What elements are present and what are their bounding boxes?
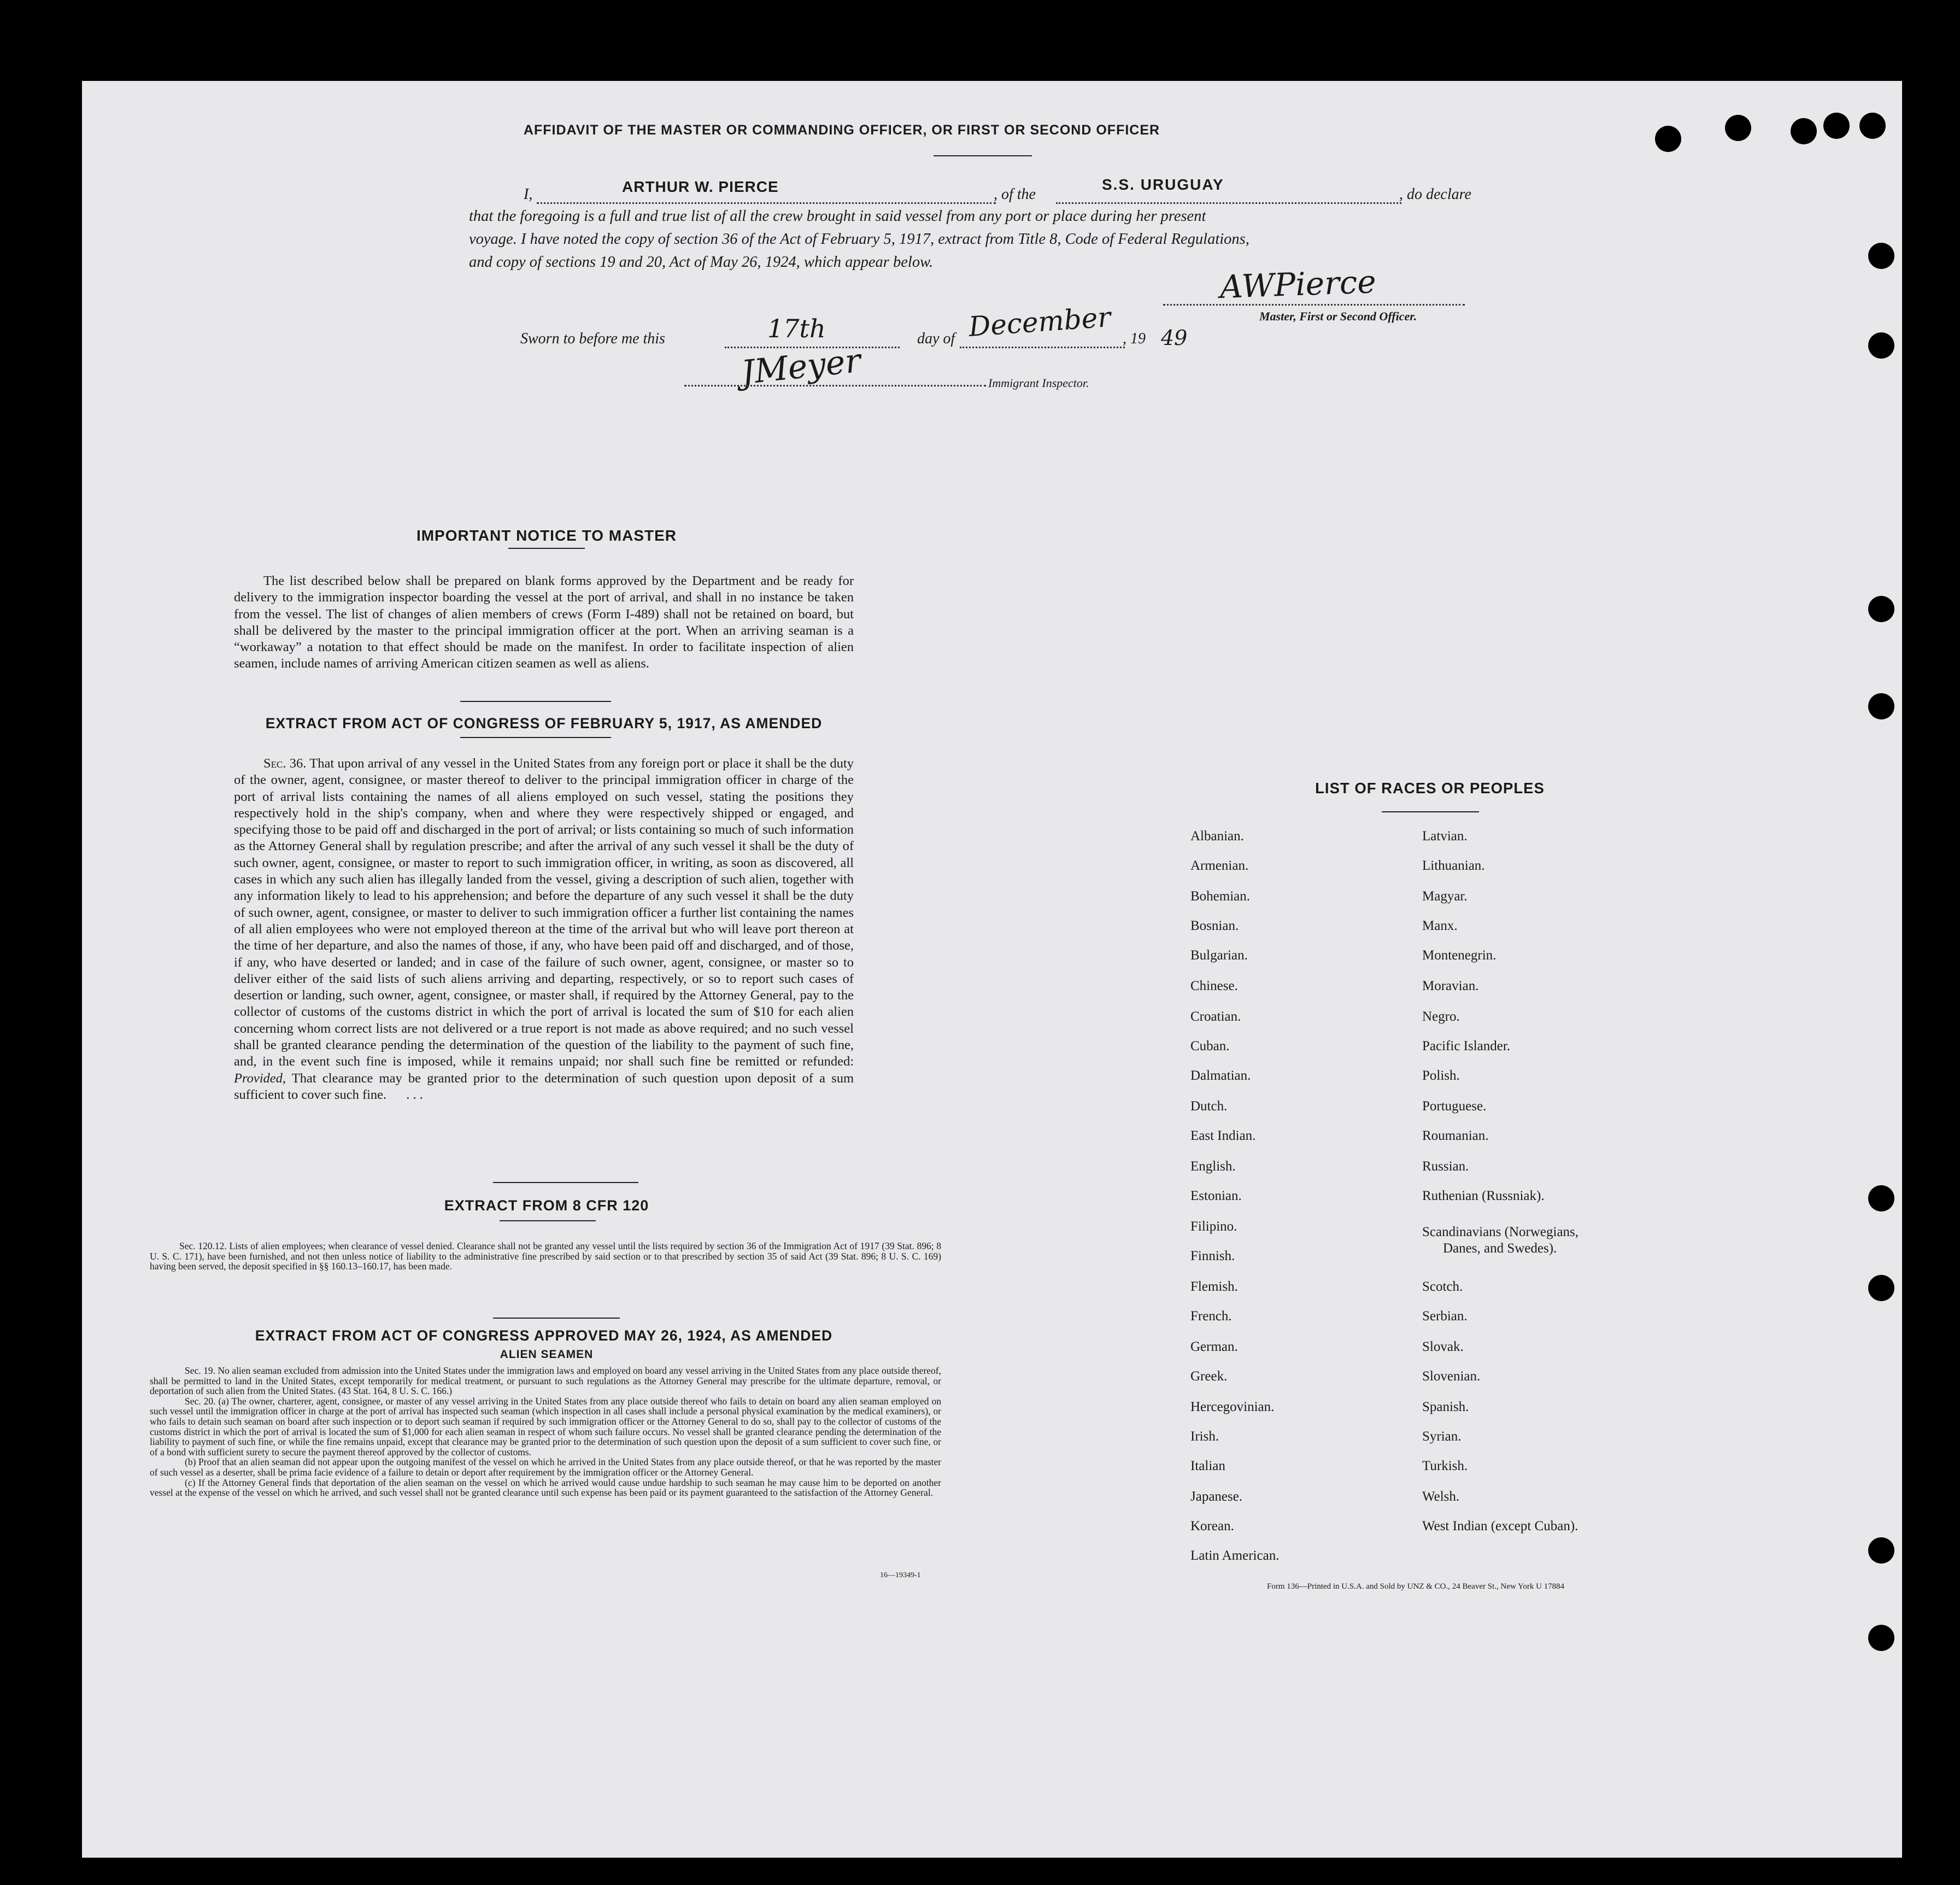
race-item: Bohemian. [1190, 889, 1251, 904]
of-the-text: , of the [994, 186, 1036, 203]
sworn-day: 17th [767, 314, 826, 343]
race-item: Roumanian. [1422, 1128, 1489, 1143]
divider [934, 155, 1032, 156]
race-item: Estonian. [1190, 1189, 1242, 1203]
sec-20c-text: (c) If the Attorney General finds that deportation of the alien seaman on the vessel on which he arrived would cause undue hardship to such seaman he may cause him to be deported on another vessel at the expense of the vessel on which he arrived, and such vessel shall not be granted clearance until such expense has been paid or its payment guaranteed to the satisfaction of the Attorney General. [150, 1477, 941, 1498]
race-item: Filipino. [1190, 1219, 1237, 1234]
race-item: West Indian (except Cuban). [1422, 1519, 1578, 1533]
punch-hole [1868, 1625, 1894, 1651]
race-item: Serbian. [1422, 1309, 1468, 1324]
race-item: Slovenian. [1422, 1369, 1481, 1384]
punch-hole [1868, 596, 1894, 622]
race-item: Moravian. [1422, 979, 1479, 993]
master-name: ARTHUR W. PIERCE [622, 178, 779, 195]
race-item: Russian. [1422, 1159, 1469, 1174]
affidavit-line-4: and copy of sections 19 and 20, Act of May 26, 1924, which appear below. [469, 254, 934, 271]
extract-1917-title: EXTRACT FROM ACT OF CONGRESS OF FEBRUARY 5, 1917, AS AMENDED [265, 715, 823, 731]
race-item: Manx. [1422, 918, 1458, 933]
form-print-note: Form 136—Printed in U.S.A. and Sold by UNZ & CO., 24 Beaver St., New York U 17884 [1267, 1582, 1565, 1591]
race-item: Turkish. [1422, 1459, 1468, 1473]
race-item: Spanish. [1422, 1400, 1469, 1414]
race-item: Scandinavians (Norwegians, [1422, 1225, 1579, 1239]
race-item: French. [1190, 1309, 1232, 1324]
race-item: Magyar. [1422, 889, 1468, 904]
year-prefix: , 19 [1123, 330, 1146, 347]
divider [508, 548, 585, 549]
section-36-text [234, 756, 854, 1103]
race-item: Japanese. [1190, 1489, 1243, 1504]
race-item: Bosnian. [1190, 918, 1239, 933]
race-item: Polish. [1422, 1068, 1460, 1083]
divider [500, 1220, 596, 1221]
vessel-name: S.S. URUGUAY [1102, 176, 1224, 193]
race-item: Italian [1190, 1459, 1225, 1473]
name-line [537, 202, 996, 204]
race-item: Hercegovinian. [1190, 1400, 1275, 1414]
sec-19-text: Sec. 19. No alien seaman excluded from admission into the United States under the immigration laws and employed on board any vessel arriving in the United States from any place outside thereof, shall be permitted to land in the United States, except temporarily for medical treatment, or pursuant to such regulations as the Attorney General may prescribe for the ultimate departure, removal, or deportation of such alien from the United States. (43 Stat. 164, 8 U. S. C. 166.) [150, 1365, 941, 1397]
race-item: Bulgarian. [1190, 948, 1248, 963]
cfr-text: Sec. 120.12. Lists of alien employees; when clearance of vessel denied. Clearance shall not be granted any vessel until the lists required by section 36 of the Immigration Act of 1917 (39 Stat. 896; 8 U. S. C. 171), have been furnished, and not then unless notice of liability to the administrative fine prescribed by said section or to that prescribed by section 35 of said Act (39 Stat. 896; 8 U. S. C. 169) having been served, the deposit specified in §§ 160.13–160.17, has been made. [150, 1240, 941, 1272]
race-item: East Indian. [1190, 1128, 1256, 1143]
sec-20a-text: Sec. 20. (a) The owner, charterer, agent, consignee, or master of any vessel arriving in the United States from any place outside thereof who fails to detain on board any alien seaman employed on such vessel until the immigration officer in charge at the port of arrival has inspected such seaman (which inspection in all cases shall include a personal physical examination by the medical examiners), or who fails to detain such seaman on board after such inspection or to deport such seaman if required by such immigration officer or the Attorney General to do so, shall pay to the collector of customs of the customs district in which the port of arrival is located the sum of $1,000 for each alien seaman in respect of whom such failure occurs. No vessel shall be granted clearance pending the determination of the liability to payment of such fine, or while the fine remains unpaid, except that clearance may be granted prior to the determination of such question upon the deposit of a sum sufficient to cover such fine, or of a bond with sufficient surety to secure the payment thereof approved by the collector of customs. [150, 1395, 941, 1457]
divider [493, 1318, 620, 1319]
race-item: Dutch. [1190, 1099, 1228, 1114]
race-item: Korean. [1190, 1519, 1234, 1533]
divider [493, 1182, 638, 1183]
affidavit-line-2: that the foregoing is a full and true list of all the crew brought in said vessel from any port or place during her present [469, 208, 1206, 225]
races-title: LIST OF RACES OR PEOPLES [1315, 780, 1545, 797]
race-item: Finnish. [1190, 1249, 1235, 1263]
punch-hole [1859, 113, 1886, 139]
punch-hole [1868, 693, 1894, 719]
punch-hole [1791, 118, 1817, 144]
signature-caption: Master, First or Second Officer. [1259, 309, 1417, 323]
affidavit-prefix: I, [524, 186, 533, 203]
signature-line [1163, 304, 1465, 306]
section-36-body: That upon arrival of any vessel in the United States from any foreign port or place it shall be the duty of the owner, agent, consignee, or master thereof to deliver to the principal immigration officer in charge of the port of arrival lists containing the names of all aliens employed on such vessel, stating the positions they respectively hold in the ship's company, when and where they were respectively shipped or engaged, and specifying those to be paid off and discharged in the port of arrival; or lists containing so much of such information as the Attorney General shall by regulation prescribe; and after the arrival of any such vessel it shall be the duty of such owner, agent, consignee, or master to report to such immigration officer, in writing, as soon as discovered, all cases in which any such alien has illegally landed from the vessel, giving a description of such alien, together with any information likely to lead to his apprehension; and before the departure of any such vessel it shall be the duty of such owner, agent, consignee, or master to deliver to such immigration officer a further list containing the names of all alien employees who were not employed thereon at the time of the arrival but who will leave port thereon at the time of her departure, and also the names of those, if any, who have been paid off and discharged, and of those, if any, who have deserted or landed; and in case of the failure of such owner, agent, consignee, or master so to deliver either of the said lists of such aliens arriving and departing, respectively, or so to report such cases of desertion or landing, such owner, agent, consignee, or master shall, if required by the Attorney General, pay to the collector of customs of the customs district in which the port of arrival is located the sum of $10 for each alien concerning whom correct lists are not delivered or a true report is not made as above required; and no such vessel shall be granted clearance pending the determination of the question of the liability to the payment of such fine, and, in the event such fine is imposed, while it remains unpaid; nor shall such fine be remitted or refunded: [234, 756, 854, 1069]
punch-hole [1823, 113, 1850, 139]
race-item: Negro. [1422, 1009, 1460, 1024]
race-item: Albanian. [1190, 829, 1244, 844]
sworn-year: 49 [1161, 326, 1188, 350]
notice-text: The list described below shall be prepared on blank forms approved by the Department and be ready for delivery to the immigration inspector boarding the vessel at the port of arrival, and shall in no instance be taken from the vessel. The list of changes of alien members of crews (Form I-489) shall not be retained on board, but shall be delivered by the master to the principal immigration officer at the port. When an arriving seaman is a “workaway” a notation to that effect should be made on the manifest. In order to facilitate inspection of alien seamen, include names of arriving American citizen seamen as well as aliens. [234, 573, 854, 671]
race-item: Pacific Islander. [1422, 1039, 1511, 1053]
month-line [960, 347, 1125, 348]
punch-hole [1868, 243, 1894, 269]
race-item: Croatian. [1190, 1009, 1241, 1024]
race-item: Danes, and Swedes). [1443, 1241, 1557, 1256]
punch-hole [1868, 1537, 1894, 1564]
race-item: Flemish. [1190, 1279, 1238, 1294]
inspector-signature: JMeyer [739, 341, 863, 393]
punch-hole [1868, 332, 1894, 359]
divider [460, 737, 611, 738]
race-item: Lithuanian. [1422, 858, 1485, 873]
divider [460, 701, 611, 702]
form-code: 16—19349-1 [880, 1571, 921, 1579]
sec-20b-text: (b) Proof that an alien seaman did not appear upon the outgoing manifest of the vessel on which he arrived in the United States from any place outside thereof, or that he was reported by the master of such vessel as a deserter, shall be prima facie evidence of a failure to detain or deport after requirement by the immigration officer or the Attorney General. [150, 1456, 941, 1478]
race-item: Montenegrin. [1422, 948, 1497, 963]
punch-hole [1868, 1185, 1894, 1211]
vessel-line [1056, 202, 1401, 204]
extract-1924-title: EXTRACT FROM ACT OF CONGRESS APPROVED MAY 26, 1924, AS AMENDED [255, 1327, 833, 1344]
race-item: Latin American. [1190, 1548, 1280, 1563]
ellipsis: . . . [406, 1087, 423, 1102]
race-item: Slovak. [1422, 1339, 1464, 1354]
race-item: Syrian. [1422, 1429, 1462, 1444]
section-36-label: Sec. 36. [263, 756, 307, 771]
race-item: Scotch. [1422, 1279, 1463, 1294]
race-item: Dalmatian. [1190, 1068, 1251, 1083]
affidavit-line-3: voyage. I have noted the copy of section 36 of the Act of February 5, 1917, extract from Title 8, Code of Federal Regulations, [469, 231, 1249, 248]
race-item: Armenian. [1190, 858, 1249, 873]
inspector-line [684, 385, 986, 387]
punch-hole [1868, 1275, 1894, 1301]
notice-title: IMPORTANT NOTICE TO MASTER [416, 527, 677, 544]
punch-hole [1655, 126, 1681, 152]
race-item: Welsh. [1422, 1489, 1460, 1504]
divider [1382, 811, 1479, 812]
race-item: Greek. [1190, 1369, 1228, 1384]
race-item: Cuban. [1190, 1039, 1230, 1053]
race-item: Ruthenian (Russniak). [1422, 1189, 1545, 1203]
race-item: Chinese. [1190, 979, 1238, 993]
provided-word: Provided, [234, 1070, 286, 1086]
inspector-caption: Immigrant Inspector. [988, 376, 1089, 390]
race-item: Portuguese. [1422, 1099, 1487, 1114]
master-signature: AWPierce [1219, 263, 1377, 306]
affidavit-title: AFFIDAVIT OF THE MASTER OR COMMANDING OFFICER, OR FIRST OR SECOND OFFICER [523, 122, 1160, 138]
race-item: Latvian. [1422, 829, 1468, 844]
race-item: Irish. [1190, 1429, 1219, 1444]
race-item: English. [1190, 1159, 1236, 1174]
section-36-body-end: That clearance may be granted prior to the determination of such question upon deposit of a sum sufficient to cover such fine. [234, 1070, 854, 1102]
day-of-text: day of [917, 330, 955, 347]
sworn-month: December [967, 301, 1112, 343]
extract-1924-subtitle: ALIEN SEAMEN [500, 1348, 594, 1361]
sworn-text: Sworn to before me this [520, 330, 665, 347]
alien-seamen-text [150, 1366, 941, 1498]
race-item: German. [1190, 1339, 1238, 1354]
do-declare-text: , do declare [1399, 186, 1471, 203]
extract-cfr-title: EXTRACT FROM 8 CFR 120 [444, 1197, 649, 1214]
punch-hole [1725, 115, 1751, 141]
